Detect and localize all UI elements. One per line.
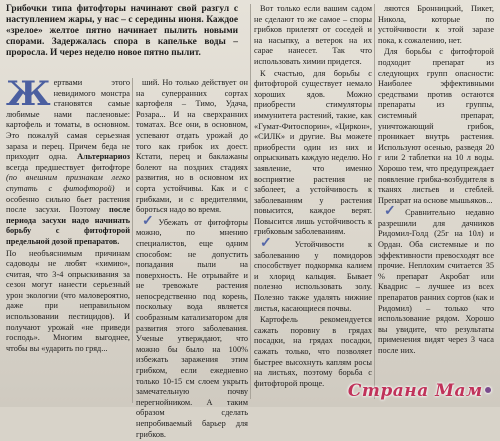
left-column (6, 74, 130, 355)
col4-paragraph-3: ✓Сравнительно недавно разрешили для дачников Ридомил-Голд (25г на 10л) и Ордан. Оба системные и по эффективности превосходят все прочие. Неплохим считается 35 % препарат Акробат или Квадрис – лучшее из всех препаратов ранних сортов (как и Ридомил) – только что использование рядом. Хорошо вы увидите, что результаты применения видят через 3 часа после них. (378, 204, 494, 355)
column-divider (374, 4, 375, 399)
col4-paragraph-1: ляются Бронницкий, Пикет, Никола, которые по устойчивости к этой заразе пока, к сожалению, нет. (378, 4, 494, 45)
column-divider (132, 78, 133, 403)
col3-paragraph-4: Картофель рекомендуется сажать поровну в грядах посадки, на грядах посадки, сажать только, что позволяет быстрее высохнуть каплям росы на листьях, поэтому борьба с фитофторой проще. (254, 315, 372, 388)
col3-paragraph-2: К счастью, для борьбы с фитофторой существует немало хороших ядов. Можно приобрести стимуляторы иммунитета растений, такие, как «Гумат-Фитоспорин», «Циркон», «СИЛК» и другие. Вы можете приобрести один из них и опрыскивать каждую неделю. Но заявление, что именно восприятие растения не заболеет, а устойчивость к заболеваниям у растения повысится, каждое верят. Повысится лишь устойчивость к грибковым заболеваниям. (254, 68, 372, 237)
left-paragraph-2: По необъяснимым причинам садоводы не любят «химию», считая, что 3-4 опрыскивания за сезон могут нанести серьезный урон экологии (что маловероятно, даже при неправильном использовании пестицидов). И получают урожай «не приведи господь». Многим выгоднее, чтобы вы «ударить по гряд... (6, 248, 130, 353)
checkmark-icon: ✓ (384, 204, 405, 220)
col2-paragraph-2: ✓Убежать от фитофторы можно, по мнению специалистов, еще одним способом: не допустить попадания пыли на поверхность. Не отрывайте и не тревожьте растения непосредственно под корень, поскольку вода является сообразным катализатором для развития этого заболевания. Ученые утверждают, что можно бы было на 100% избежать заражения этим грибком, если ежедневно только 10-15 см слоем укрыть замечательную почву перегнойником. А таким образом сделать непробиваемый барьер для грибков. (136, 213, 248, 439)
col4-paragraph-2: Для борьбы с фитофторой подходит препарат из следующих групп опасности: Наиболее эффективными средствами против остаются препараты из группы, системный препарат, уничтожающий грибок, проникает внутрь растения. Используют осенью, разведя 20 г или 2 таблетки на 10 л воды. Хорошо тем, что предупреждает появление грибка-возбудителя в тканях листьев и стеблей. Препарат на основе мышьяков... (378, 47, 494, 205)
second-column (136, 78, 248, 441)
column-divider (250, 4, 251, 399)
col2-paragraph-1: ший. Но только действует он на суперранних сортах картофеля – Тимо, Удача, Розара... И на сверхранних томатах. Все они, в основном, успевают отдать урожай до того как грибок их доест. Кстати, перец и баклажаны болеют на поздних стадиях развития, но в основном их сорта устойчивы. Как и с грибками, и с вредителями, бороться надо во время. (136, 78, 248, 215)
drop-cap: Ж (6, 74, 51, 114)
checkmark-icon: ✓ (142, 213, 158, 229)
site-watermark: Страна Мам• (347, 381, 494, 401)
col3-paragraph-3: ✓Устойчивости к заболеванию у помидоров способствует подкормка калием и хлорид кальция. Бывает полезно использовать золу. Полезно также удалять нижние листья, касающиеся почвы. (254, 236, 372, 313)
checkmark-icon: ✓ (260, 236, 294, 252)
third-column (254, 4, 372, 390)
fourth-column (378, 4, 494, 358)
left-paragraph-1: Жертвами этого невидимого монстра становятся самые любимые нами пасленовые: картофель и томаты, в основном. Это пожалуй самая серьезная зараза и перец. Причем беда не приходит одна. Альтернариоз всегда предшествует фитофторе (по внешним признакам легко спутать с фитофторой) и особенно сильно бьет растения после засухи. Поэтому после периода засухи надо начинать борьбу с фитофторой предельной дозой препаратов. (6, 74, 130, 246)
lead-paragraph: Грибочки типа фитофторы начинают свой разгул с наступлением жары, у нас – с середины июня. Каждое «зрелое» желтое пятно начинает пылить новыми спорами. Задержалась спора в капельке воды – проросла. И через неделю новое пятно пылит. (6, 4, 238, 58)
col3-paragraph-1: Вот только если вашим садом не сделают то же самое – споры грибков прилетят от соседей и на насыпку, а ветерок на их сарае нанесет. Так что использовать химии придется. (254, 4, 372, 66)
